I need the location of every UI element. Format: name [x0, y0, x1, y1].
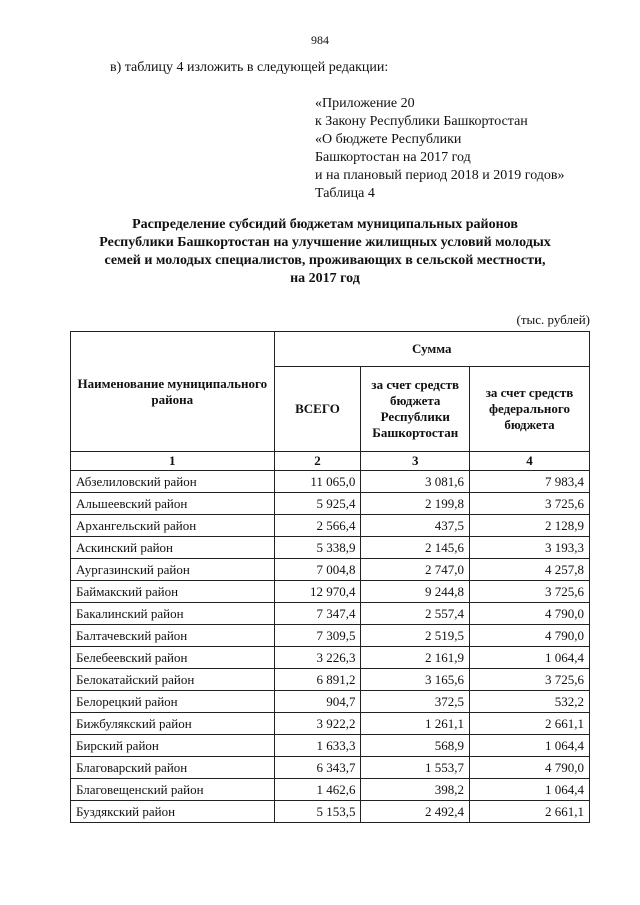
- district-name-cell: Аургазинский район: [71, 559, 275, 581]
- table-row: [71, 647, 590, 669]
- total-cell: 7 004,8: [274, 559, 361, 581]
- rb-budget-cell: 2 747,0: [361, 559, 470, 581]
- annex-line: и на плановый период 2018 и 2019 годов»: [315, 168, 565, 183]
- header-total: ВСЕГО: [274, 367, 361, 452]
- table-row: [71, 757, 590, 779]
- rb-budget-cell: 2 199,8: [361, 493, 470, 515]
- federal-budget-cell: 3 725,6: [470, 581, 590, 603]
- table-row: [71, 581, 590, 603]
- table-row: [71, 625, 590, 647]
- table-row: [71, 801, 590, 823]
- total-cell: 6 891,2: [274, 669, 361, 691]
- header-federal-budget: за счет средств федерального бюджета: [470, 367, 590, 452]
- federal-budget-cell: 3 193,3: [470, 537, 590, 559]
- federal-budget-cell: 2 661,1: [470, 713, 590, 735]
- total-cell: 7 309,5: [274, 625, 361, 647]
- total-cell: 3 226,3: [274, 647, 361, 669]
- column-number: 2: [274, 452, 361, 471]
- table-row: [71, 735, 590, 757]
- annex-line: Башкортостан на 2017 год: [315, 150, 471, 165]
- federal-budget-cell: 2 128,9: [470, 515, 590, 537]
- total-cell: 3 922,2: [274, 713, 361, 735]
- federal-budget-cell: 1 064,4: [470, 779, 590, 801]
- rb-budget-cell: 2 492,4: [361, 801, 470, 823]
- total-cell: 7 347,4: [274, 603, 361, 625]
- district-name-cell: Баймакский район: [71, 581, 275, 603]
- table-row: [71, 669, 590, 691]
- table-row: [71, 779, 590, 801]
- federal-budget-cell: 4 790,0: [470, 757, 590, 779]
- district-name-cell: Аскинский район: [71, 537, 275, 559]
- page-number: 984: [311, 33, 329, 47]
- federal-budget-cell: 3 725,6: [470, 669, 590, 691]
- unit-label: (тыс. рублей): [516, 312, 590, 327]
- federal-budget-cell: 532,2: [470, 691, 590, 713]
- total-cell: 12 970,4: [274, 581, 361, 603]
- federal-budget-cell: 1 064,4: [470, 647, 590, 669]
- total-cell: 5 338,9: [274, 537, 361, 559]
- rb-budget-cell: 3 081,6: [361, 471, 470, 493]
- total-cell: 6 343,7: [274, 757, 361, 779]
- table-row: [71, 603, 590, 625]
- header-rb-budget: за счет средств бюджета Республики Башкортостан: [361, 367, 470, 452]
- table-row: [71, 537, 590, 559]
- title-line: Республики Башкортостан на улучшение жилищных условий молодых: [99, 235, 551, 250]
- rb-budget-cell: 398,2: [361, 779, 470, 801]
- rb-budget-cell: 2 557,4: [361, 603, 470, 625]
- district-name-cell: Буздякский район: [71, 801, 275, 823]
- rb-budget-cell: 3 165,6: [361, 669, 470, 691]
- column-number: 4: [470, 452, 590, 471]
- table-row: [71, 515, 590, 537]
- rb-budget-cell: 2 145,6: [361, 537, 470, 559]
- subsidy-table: [70, 331, 590, 823]
- header-sum: Сумма: [274, 332, 589, 367]
- rb-budget-cell: 2 519,5: [361, 625, 470, 647]
- table-row: [71, 691, 590, 713]
- annex-line: «Приложение 20: [315, 96, 415, 111]
- federal-budget-cell: 4 257,8: [470, 559, 590, 581]
- total-cell: 5 925,4: [274, 493, 361, 515]
- district-name-cell: Альшеевский район: [71, 493, 275, 515]
- title-line: семей и молодых специалистов, проживающих в сельской местности,: [104, 253, 546, 268]
- federal-budget-cell: 2 661,1: [470, 801, 590, 823]
- rb-budget-cell: 9 244,8: [361, 581, 470, 603]
- total-cell: 5 153,5: [274, 801, 361, 823]
- intro-text: в) таблицу 4 изложить в следующей редакции:: [110, 60, 389, 75]
- header-district-name: Наименование муниципального района: [71, 332, 275, 452]
- rb-budget-cell: 437,5: [361, 515, 470, 537]
- federal-budget-cell: 4 790,0: [470, 625, 590, 647]
- total-cell: 904,7: [274, 691, 361, 713]
- total-cell: 2 566,4: [274, 515, 361, 537]
- district-name-cell: Белорецкий район: [71, 691, 275, 713]
- district-name-cell: Белебеевский район: [71, 647, 275, 669]
- district-name-cell: Белокатайский район: [71, 669, 275, 691]
- total-cell: 11 065,0: [274, 471, 361, 493]
- title-line: на 2017 год: [290, 271, 360, 286]
- district-name-cell: Архангельский район: [71, 515, 275, 537]
- column-number: 3: [361, 452, 470, 471]
- table-row: [71, 471, 590, 493]
- table-row: [71, 493, 590, 515]
- district-name-cell: Бирский район: [71, 735, 275, 757]
- federal-budget-cell: 1 064,4: [470, 735, 590, 757]
- table-title: [60, 216, 590, 288]
- total-cell: 1 462,6: [274, 779, 361, 801]
- federal-budget-cell: 3 725,6: [470, 493, 590, 515]
- total-cell: 1 633,3: [274, 735, 361, 757]
- district-name-cell: Абзелиловский район: [71, 471, 275, 493]
- rb-budget-cell: 372,5: [361, 691, 470, 713]
- rb-budget-cell: 568,9: [361, 735, 470, 757]
- column-number: 1: [71, 452, 275, 471]
- table-row: [71, 713, 590, 735]
- rb-budget-cell: 2 161,9: [361, 647, 470, 669]
- annex-line: к Закону Республики Башкортостан: [315, 114, 528, 129]
- federal-budget-cell: 7 983,4: [470, 471, 590, 493]
- title-line: Распределение субсидий бюджетам муниципальных районов: [132, 217, 518, 232]
- district-name-cell: Балтачевский район: [71, 625, 275, 647]
- district-name-cell: Бакалинский район: [71, 603, 275, 625]
- federal-budget-cell: 4 790,0: [470, 603, 590, 625]
- district-name-cell: Бижбулякский район: [71, 713, 275, 735]
- table-row: [71, 559, 590, 581]
- district-name-cell: Благоварский район: [71, 757, 275, 779]
- annex-line: «О бюджете Республики: [315, 132, 462, 147]
- rb-budget-cell: 1 261,1: [361, 713, 470, 735]
- annex-line: Таблица 4: [315, 186, 375, 201]
- annex-block: [315, 95, 565, 203]
- district-name-cell: Благовещенский район: [71, 779, 275, 801]
- rb-budget-cell: 1 553,7: [361, 757, 470, 779]
